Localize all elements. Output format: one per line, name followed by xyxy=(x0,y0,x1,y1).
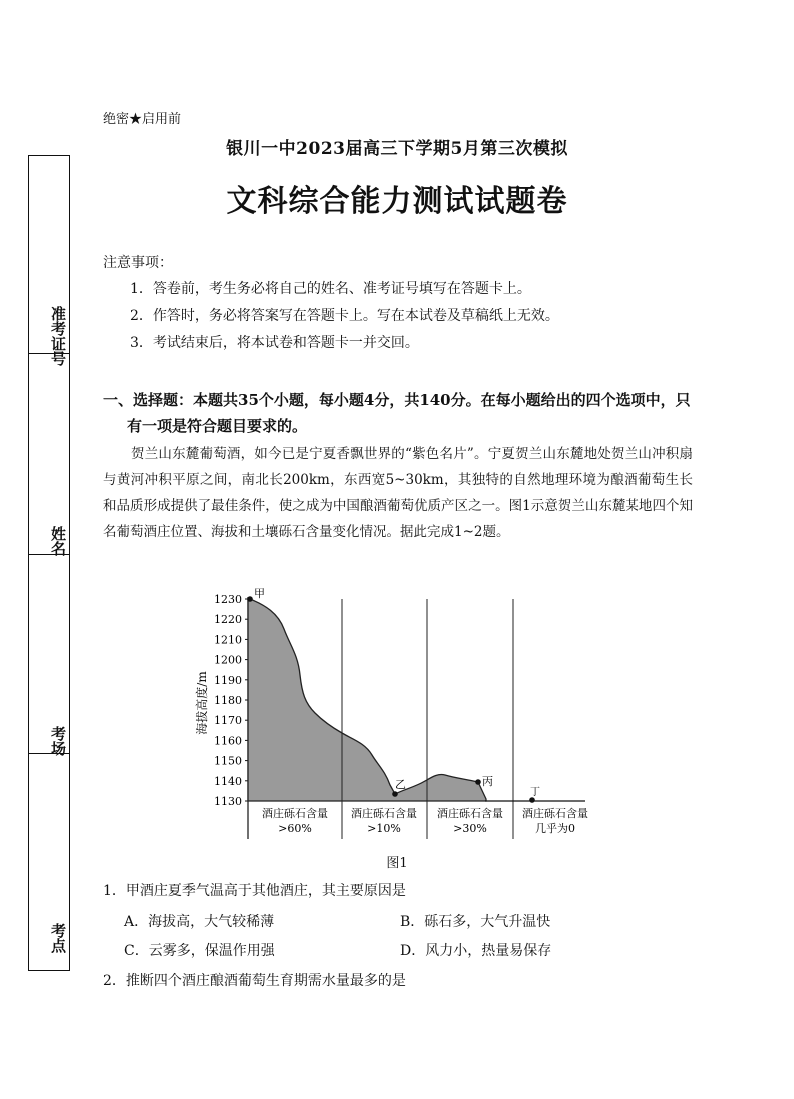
zone-1-value: >60% xyxy=(278,822,312,835)
section-heading xyxy=(103,387,703,439)
notice-item: 3．考试结束后，将本试卷和答题卡一并交回。 xyxy=(130,335,419,351)
notice-item: 2．作答时，务必将答案写在答题卡上。写在本试卷及草稿纸上无效。 xyxy=(130,308,559,324)
paragraph-text: 贺兰山东麓葡萄酒，如今已是宁夏香飘世界的“紫色名片”。宁夏贺兰山东麓地处贺兰山冲积扇与黄河冲积平原之间，南北长200km，东西宽5~30km，其独特的自然地理环境为酿酒葡萄生长和品质形成提供了最佳条件，使之成为中国酿酒葡萄优质产区之一。图1示意贺兰山东麓某地四个知名葡萄酒庄位置、海拔和土壤砾石含量变化情况。据此完成1~2题。 xyxy=(103,446,693,540)
y-tick-label: 1200 xyxy=(214,653,242,667)
point-yi-marker xyxy=(392,791,398,797)
binding-divider xyxy=(29,753,69,754)
binding-divider xyxy=(29,554,69,555)
zone-3-label: 酒庄砾石含量 xyxy=(437,807,503,820)
zone-4-label: 酒庄砾石含量 xyxy=(522,807,588,820)
zone-2-value: >10% xyxy=(367,822,401,835)
question-1-stem: 1．甲酒庄夏季气温高于其他酒庄，其主要原因是 xyxy=(103,883,406,899)
question-2-stem: 2．推断四个酒庄酿酒葡萄生育期需水量最多的是 xyxy=(103,973,406,989)
confidential-mark: 绝密★启用前 xyxy=(103,112,182,127)
y-tick-label: 1210 xyxy=(214,633,242,647)
y-axis-label: 海拔高度/m xyxy=(195,671,209,735)
y-tick-label: 1190 xyxy=(214,673,242,687)
exam-title: 文科综合能力测试试题卷 xyxy=(226,184,568,219)
zone-3-value: >30% xyxy=(453,822,487,835)
exam-subtitle: 银川一中2023届高三下学期5月第三次模拟 xyxy=(226,139,568,159)
figure-caption: 图1 xyxy=(386,856,408,871)
binding-label-name: 姓名 xyxy=(49,526,67,556)
y-tick-label: 1230 xyxy=(214,593,242,606)
section-heading-line1: 一、选择题：本题共35个小题，每小题4分，共140分。在每小题给出的四个选项中，只 xyxy=(103,391,691,409)
notice-item: 1．答卷前，考生务必将自己的姓名、准考证号填写在答题卡上。 xyxy=(130,281,531,297)
y-tick-label: 1140 xyxy=(214,774,242,788)
point-bing-marker xyxy=(475,779,481,785)
zone-1-label: 酒庄砾石含量 xyxy=(262,807,328,820)
question-1-option-b: B．砾石多，大气升温快 xyxy=(400,914,551,930)
point-jia-label: 甲 xyxy=(254,587,265,600)
point-yi-label: 乙 xyxy=(395,778,406,791)
y-axis-ticks xyxy=(214,593,248,808)
binding-strip xyxy=(28,155,70,971)
binding-label-exam-id: 准考证号 xyxy=(49,306,67,366)
question-1-option-a: A．海拔高，大气较稀薄 xyxy=(124,914,275,930)
binding-divider xyxy=(29,353,69,354)
zone-4-value: 几乎为0 xyxy=(535,822,575,835)
section-heading-line2: 有一项是符合题目要求的。 xyxy=(127,417,308,435)
question-1-option-c: C．云雾多，保温作用强 xyxy=(124,943,275,959)
elevation-profile-figure xyxy=(190,585,610,845)
point-jia-marker xyxy=(247,596,253,602)
y-tick-label: 1130 xyxy=(214,795,242,808)
point-ding-marker xyxy=(529,797,535,803)
binding-label-site: 考点 xyxy=(49,923,67,953)
point-ding-label: 丁 xyxy=(530,787,540,798)
notice-heading: 注意事项： xyxy=(103,255,173,271)
y-tick-label: 1150 xyxy=(214,754,242,768)
y-tick-label: 1220 xyxy=(214,613,242,627)
y-tick-label: 1180 xyxy=(214,694,242,707)
terrain-profile xyxy=(248,599,486,801)
point-bing-label: 丙 xyxy=(482,775,493,788)
question-1-option-d: D．风力小，热量易保存 xyxy=(400,943,552,959)
zone-2-label: 酒庄砾石含量 xyxy=(351,807,417,820)
y-tick-label: 1160 xyxy=(214,734,242,748)
y-tick-label: 1170 xyxy=(214,714,242,728)
question-stem-paragraph xyxy=(103,441,693,545)
binding-label-room: 考场 xyxy=(49,726,67,756)
